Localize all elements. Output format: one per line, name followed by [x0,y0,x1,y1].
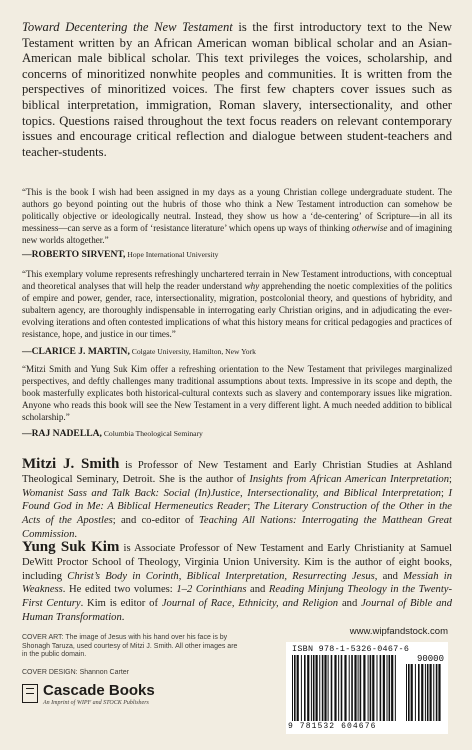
endorsement-quote: “Mitzi Smith and Yung Suk Kim offer a refreshing orientation to the New Testament that privileges marginalized perspectives, and deftly challenges many traditional assumptions about texts. Impressive in its scope and depth, the book masterfully explicates both historical-cultural contexts such as slavery and contemporary issues like migration. Anyone who reads this book will see the New Testament in a very different light. A much needed addition to biblical scholarship.” [22,364,452,423]
endorsement-attribution [22,248,452,261]
endorser-affiliation: Columbia Theological Seminary [101,429,203,438]
publisher-logo [22,682,192,712]
isbn-barcode [286,642,448,734]
ean-barcode-icon [292,655,400,721]
author-name: Mitzi J. Smith [22,456,120,472]
author-bio: Yung Suk Kim is Associate Professor of New Testament and Early Christianity at Samuel DeWitt Proctor School of Theology, Virginia Union University. Kim is the author of eight books, including Christ’s Body in Corinth, Biblical Interpretation, Resurrecting Jesus, and Messiah in Weakness. He edited two volumes: 1–2 Corinthians and Reading Minjung Theology in the Twenty-First Century. Kim is editor of Journal of Race, Ethnicity, and Religion and Journal of Bible and Human Transformation. [22,539,453,623]
book-description [22,20,452,160]
book-title: Toward Decentering the New Testament [22,20,233,34]
endorser-name: —CLARICE J. MARTIN, [22,346,130,357]
endorsement-quote: “This exemplary volume represents refreshingly unchartered terrain in New Testament introductions, with conceptual and theoretical analyses that will help the reader understand why apprehending the noetic complexities of the politics of empire and power, gender, race, intersectionality, migration, postcolonial theory, and questions of hybridity, and subaltern agency, are thoroughly indispensable in interrogating early Christian origins, and in adjudicating the ever-evolving iterations and often contested implications of what this history means for critical pedagogies and practices of resistance, hope, and justice in our times.” [22,269,452,340]
endorser-name: —RAJ NADELLA, [22,428,102,439]
price-code: 90000 [416,654,444,664]
endorser-name: —ROBERTO SIRVENT, [22,249,126,260]
publisher-tagline: An Imprint of WIPF and STOCK Publishers [43,700,149,706]
publisher-website[interactable]: www.wipfandstock.com [349,626,448,637]
cover-design-credit: COVER DESIGN: Shannon Carter [22,669,129,676]
author-name: Yung Suk Kim [22,539,120,555]
publisher-mark-icon [22,684,38,703]
author-bio: Mitzi J. Smith is Professor of New Testament and Early Christian Studies at Ashland Theological Seminary, Detroit. She is the author of Insights from African American Interpretation; Womanist Sass and Talk Back: Social (In)Justice, Intersectionality, and Biblical Interpretation; I Found God in Me: A Biblical Hermeneutics Reader; The Literary Construction of the Other in the Acts of the Apostles; and co-editor of Teaching All Nations: Interrogating the Matthean Great Commission. [22,456,453,540]
endorsement-attribution [22,345,452,358]
endorser-affiliation: Colgate University, Hamilton, New York [129,347,256,356]
endorsement-quote: “This is the book I wish had been assigned in my days as a young Christian college undergraduate student. The authors go beyond pointing out the hubris of those who think a New Testament introduction can somehow be politically objective or ideologically neutral. Instead, they show us how a ‘de-centering’ of Scripture—in all its messiness—can serve as a form of ‘resistance literature’ which opens up ways of thinking otherwise and of imagining new worlds altogether.” [22,187,452,246]
publisher-name: Cascade Books [43,682,155,699]
cover-art-credit: COVER ART: The image of Jesus with his hand over his face is by Shonagh Taruza, used courtesy of Mitzi J. Smith. All other images are in the public domain. [22,634,238,659]
endorsement-attribution [22,427,452,440]
isbn-number: ISBN 978-1-5326-0467-6 [292,644,410,654]
endorser-affiliation: Hope International University [125,250,219,259]
price-barcode-icon [406,664,442,721]
description-text: is the first introductory text to the New Testament written by an African American woman biblical scholar and an Asian-American male biblical scholar. This text privileges the voices, scholarship, and concerns of minoritized nonwhite peoples and communities. It is written from the perspectives of minoritized voices. The first few chapters cover issues such as biblical interpretation, immigration, Roman slavery, intersectionality, and other topics. Questions raised throughout the text focus readers on relevant contemporary issues and encourage critical reflection and dialogue between student-teachers and teacher-students. [22,20,452,159]
ean-digits: 9 781532 604676 [288,722,377,731]
